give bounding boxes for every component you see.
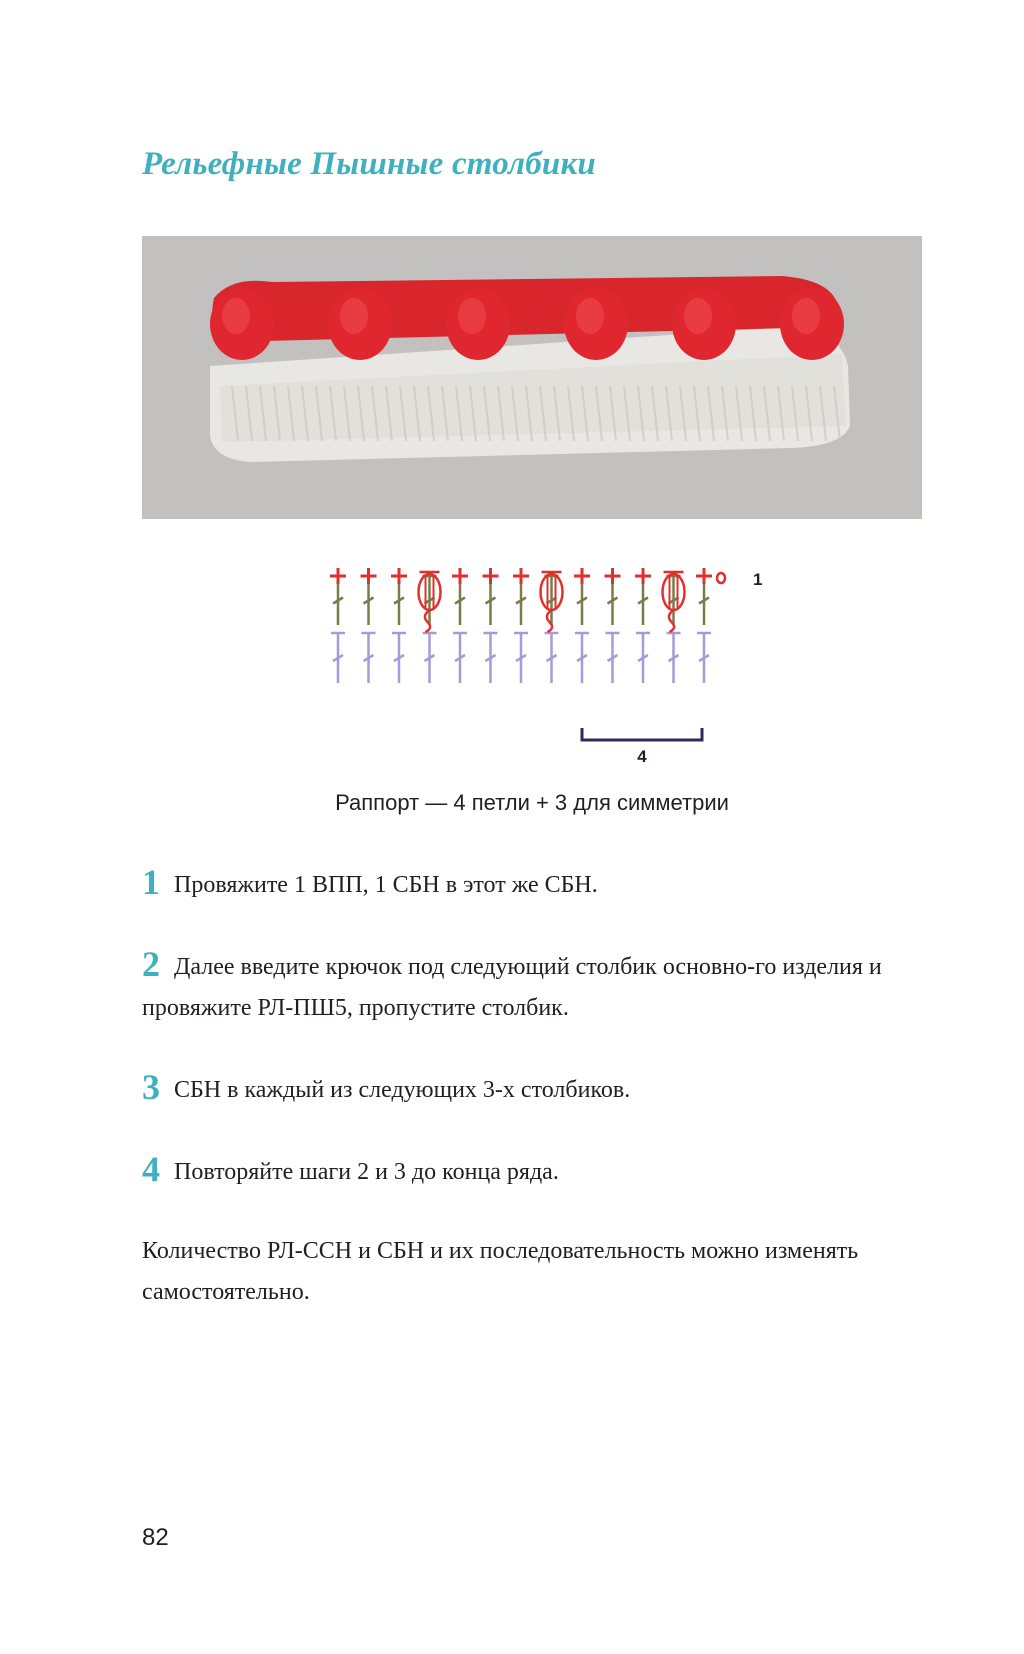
step-text: СБН в каждый из следующих 3-х столбиков.: [174, 1077, 631, 1103]
page-title: Рельефные Пышные столбики: [142, 146, 596, 182]
bobble-highlight: [576, 298, 604, 334]
crochet-chart-svg: [320, 548, 785, 770]
step-number: 3: [142, 1067, 160, 1107]
step-text: Провяжите 1 ВПП, 1 СБН в этот же СБН.: [174, 872, 598, 898]
chain-stitch: [717, 573, 725, 583]
crochet-chart: [320, 548, 785, 770]
bobble-highlight: [340, 298, 368, 334]
step-number: 1: [142, 862, 160, 902]
row-number-label: 1: [753, 570, 763, 589]
sample-photo: [142, 236, 922, 519]
repeat-label: 4: [637, 747, 647, 766]
step-text: Повторяйте шаги 2 и 3 до конца ряда.: [174, 1159, 559, 1185]
step-number: 2: [142, 944, 160, 984]
bobble-highlight: [792, 298, 820, 334]
closing-note: Количество РЛ-ССН и СБН и их последовательность можно изменять самостоятельно.: [142, 1238, 859, 1305]
step-2: [142, 944, 922, 1029]
chart-caption: Раппорт — 4 петли + 3 для симметрии: [335, 790, 729, 815]
step-1: [142, 862, 922, 906]
step-number: 4: [142, 1149, 160, 1189]
repeat-bracket: [582, 728, 702, 740]
bobble-highlight: [684, 298, 712, 334]
bobble-highlight: [222, 298, 250, 334]
bobble-highlight: [458, 298, 486, 334]
step-3: [142, 1067, 922, 1111]
step-4: [142, 1149, 922, 1193]
step-text: Далее введите крючок под следующий столбик основно-го изделия и провяжите РЛ-ПШ5, пропустите столбик.: [142, 954, 882, 1021]
steps-list: [142, 862, 922, 1313]
crochet-sample-image: [142, 236, 922, 519]
page-number: 82: [142, 1524, 169, 1551]
